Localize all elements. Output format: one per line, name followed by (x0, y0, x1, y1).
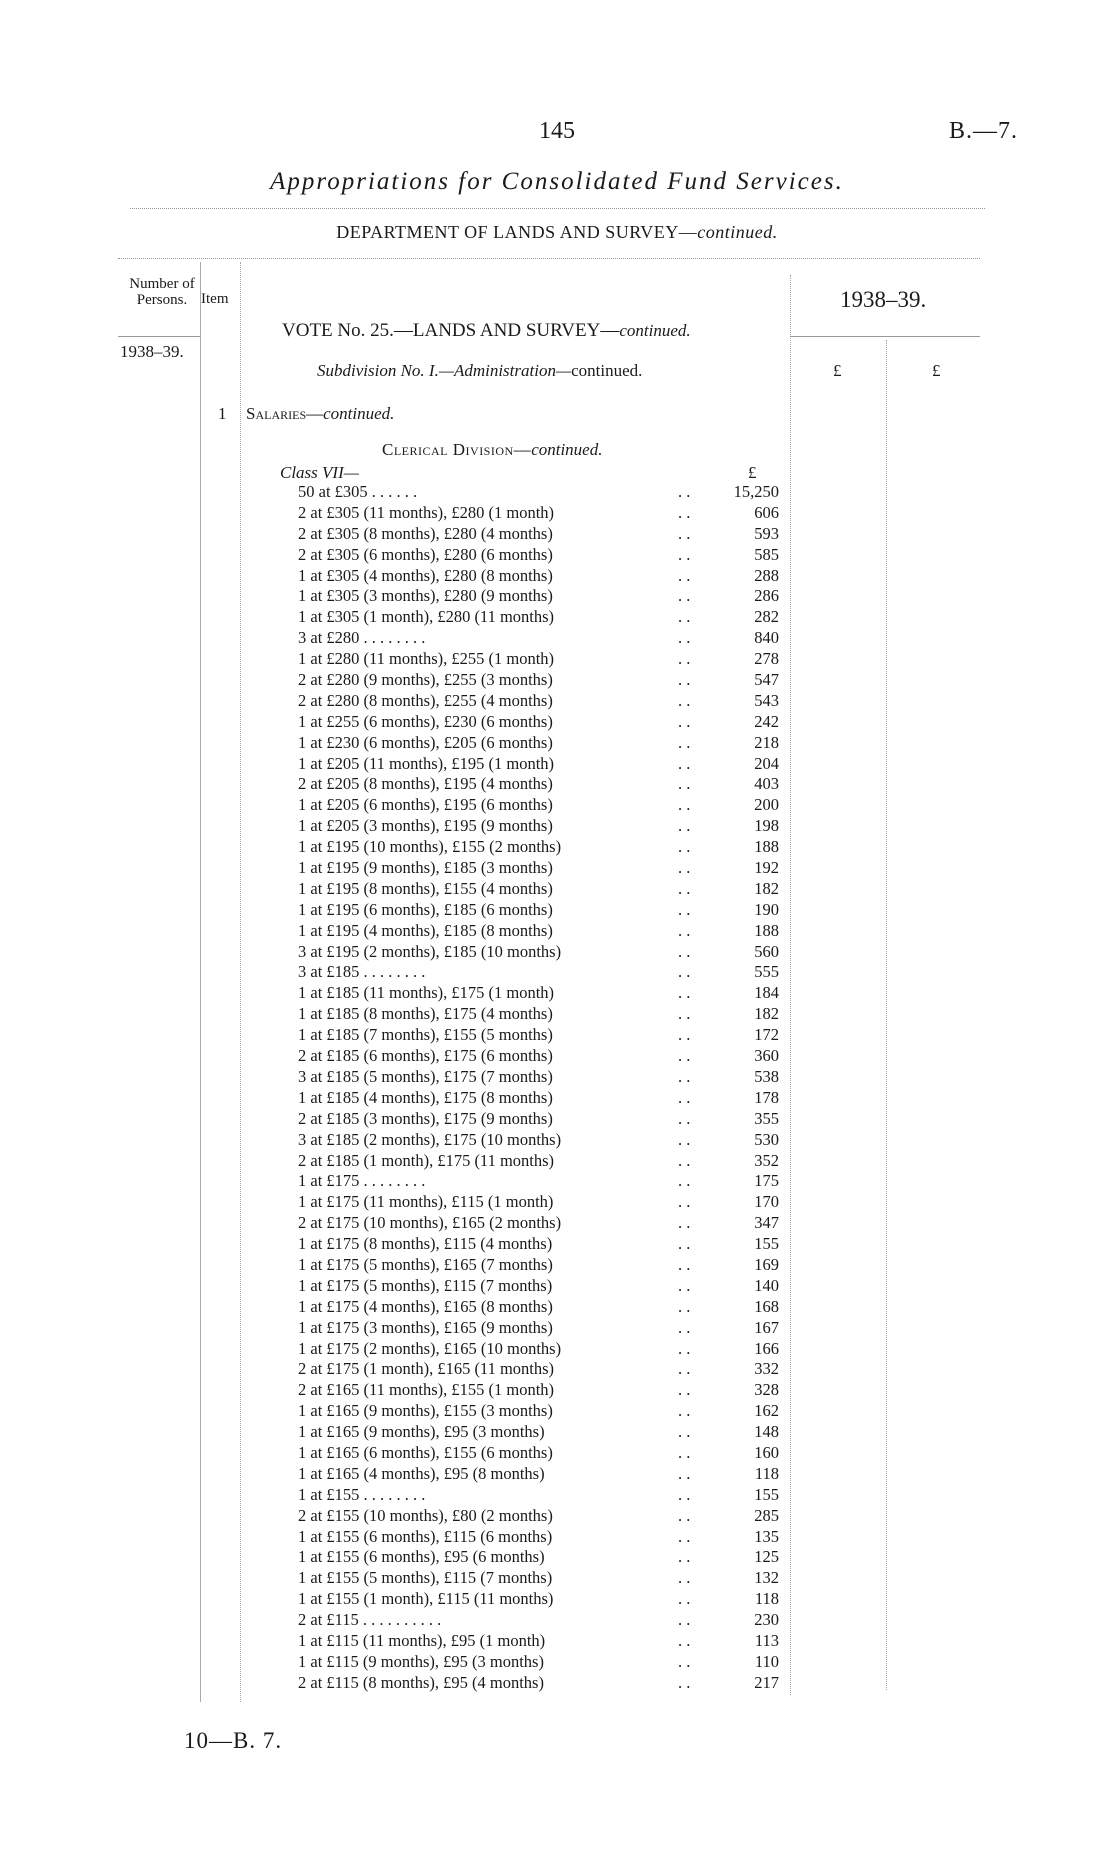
row-leader-dots: . . (678, 1359, 691, 1379)
row-leader-dots: . . (678, 628, 691, 648)
row-leader-dots: . . (678, 1422, 691, 1442)
row-description: 1 at £155 (5 months), £115 (7 months) (298, 1568, 553, 1588)
table-row (0, 1130, 1114, 1151)
table-row (0, 1255, 1114, 1276)
table-row (0, 1568, 1114, 1589)
row-amount: 593 (754, 523, 779, 543)
row-leader-dots: . . (678, 1150, 691, 1170)
row-description: 1 at £205 (6 months), £195 (6 months) (298, 795, 553, 815)
row-leader-dots: . . (678, 816, 691, 836)
row-description: 1 at £165 (6 months), £155 (6 months) (298, 1442, 553, 1462)
table-row (0, 1171, 1114, 1192)
row-amount: 155 (754, 1484, 779, 1504)
row-description: 3 at £185 (5 months), £175 (7 months) (298, 1066, 553, 1086)
row-leader-dots: . . (678, 1296, 691, 1316)
table-row (0, 1631, 1114, 1652)
department-name: DEPARTMENT OF LANDS AND SURVEY— (336, 222, 698, 242)
pound-column-left: £ (833, 361, 842, 380)
row-leader-dots: . . (678, 1672, 691, 1692)
row-amount: 352 (754, 1150, 779, 1170)
table-row (0, 879, 1114, 900)
row-amount: 230 (754, 1610, 779, 1630)
row-amount: 286 (754, 586, 779, 606)
row-leader-dots: . . (678, 1610, 691, 1630)
row-amount: 110 (754, 1651, 779, 1671)
row-description: 50 at £305 . . . . . . (298, 482, 418, 501)
row-amount: 242 (754, 711, 779, 731)
row-description: 1 at £195 (10 months), £155 (2 months) (298, 837, 562, 857)
row-amount: 543 (754, 690, 779, 710)
row-description: 3 at £185 . . . . . . . . (298, 962, 426, 982)
vote-name: VOTE No. 25.—LANDS AND SURVEY— (282, 320, 620, 341)
row-amount: 155 (754, 1234, 779, 1254)
department-title (0, 222, 1114, 243)
row-leader-dots: . . (678, 837, 691, 857)
row-leader-dots: . . (678, 941, 691, 961)
page-number: 145 (539, 118, 575, 144)
row-amount: 172 (754, 1025, 779, 1045)
table-row (0, 628, 1114, 649)
row-description: 1 at £175 (5 months), £115 (7 months) (298, 1275, 553, 1295)
row-amount: 555 (754, 962, 779, 982)
row-description: 1 at £165 (4 months), £95 (8 months) (298, 1463, 545, 1483)
row-description: 2 at £155 (10 months), £80 (2 months) (298, 1505, 553, 1525)
table-row (0, 942, 1114, 963)
subdivision-name: Subdivision No. I.—Administration— (317, 361, 572, 380)
row-amount: 113 (754, 1630, 779, 1650)
row-leader-dots: . . (678, 1568, 691, 1588)
row-amount: 135 (754, 1526, 779, 1546)
row-description: 1 at £305 (1 month), £280 (11 months) (298, 607, 555, 627)
row-amount: 204 (754, 753, 779, 773)
row-amount: 167 (754, 1317, 779, 1337)
table-row (0, 1589, 1114, 1610)
row-leader-dots: . . (678, 670, 691, 690)
row-amount: 168 (754, 1296, 779, 1316)
row-amount: 355 (754, 1108, 779, 1128)
table-row (0, 1527, 1114, 1548)
row-amount: 278 (754, 649, 779, 669)
table-row (0, 1318, 1114, 1339)
table-row (0, 1485, 1114, 1506)
row-description: 2 at £175 (10 months), £165 (2 months) (298, 1213, 562, 1233)
table-row (0, 1380, 1114, 1401)
table-row (0, 1297, 1114, 1318)
table-row (0, 1234, 1114, 1255)
row-leader-dots: . . (678, 1066, 691, 1086)
row-description: 1 at £305 (4 months), £280 (8 months) (298, 565, 553, 585)
row-description: 1 at £175 . . . . . . . . (298, 1171, 426, 1191)
table-row (0, 524, 1114, 545)
row-leader-dots: . . (678, 1463, 691, 1483)
table-row (0, 795, 1114, 816)
row-amount: 166 (754, 1338, 779, 1358)
row-leader-dots: . . (678, 565, 691, 585)
table-row (0, 1673, 1114, 1694)
page-title: Appropriations for Consolidated Fund Services. (270, 168, 844, 195)
year-right: 1938–39. (840, 287, 927, 312)
clerical-continued: continued. (531, 440, 603, 459)
row-amount: 175 (754, 1171, 779, 1191)
row-description: 1 at £185 (8 months), £175 (4 months) (298, 1004, 553, 1024)
row-leader-dots: . . (678, 1651, 691, 1671)
table-row (0, 607, 1114, 628)
row-description: 1 at £175 (11 months), £115 (1 month) (298, 1192, 554, 1212)
salaries-continued: continued. (323, 404, 395, 423)
table-row (0, 1151, 1114, 1172)
row-amount: 169 (754, 1254, 779, 1274)
row-leader-dots: . . (678, 920, 691, 940)
row-leader-dots: . . (678, 1004, 691, 1024)
table-row (0, 1213, 1114, 1234)
table-row (0, 482, 1114, 503)
salaries-label: Salaries— (246, 404, 324, 423)
clerical-label: Clerical Division— (382, 440, 532, 459)
row-description: 2 at £280 (8 months), £255 (4 months) (298, 690, 553, 710)
table-row (0, 1339, 1114, 1360)
row-description: 1 at £195 (8 months), £155 (4 months) (298, 878, 553, 898)
row-description: 1 at £155 (6 months), £115 (6 months) (298, 1526, 553, 1546)
table-row (0, 1422, 1114, 1443)
row-description: 2 at £165 (11 months), £155 (1 month) (298, 1380, 555, 1400)
row-amount: 170 (754, 1192, 779, 1212)
table-row (0, 1443, 1114, 1464)
table-row (0, 1401, 1114, 1422)
row-description: 1 at £305 (3 months), £280 (9 months) (298, 586, 553, 606)
row-description: 1 at £155 (6 months), £95 (6 months) (298, 1547, 545, 1567)
row-amount: 188 (754, 837, 779, 857)
row-leader-dots: . . (678, 753, 691, 773)
item-number: 1 (218, 404, 227, 423)
row-description: 1 at £185 (7 months), £155 (5 months) (298, 1025, 553, 1045)
row-leader-dots: . . (678, 1087, 691, 1107)
salary-rows (0, 482, 1114, 1694)
row-description: 1 at £155 (1 month), £115 (11 months) (298, 1589, 554, 1609)
row-leader-dots: . . (678, 774, 691, 794)
row-description: 1 at £230 (6 months), £205 (6 months) (298, 732, 553, 752)
table-row (0, 962, 1114, 983)
row-description: 2 at £280 (9 months), £255 (3 months) (298, 670, 553, 690)
row-amount: 182 (754, 1004, 779, 1024)
row-description: 3 at £280 . . . . . . . . (298, 628, 426, 648)
table-row (0, 649, 1114, 670)
row-amount: 332 (754, 1359, 779, 1379)
table-row (0, 983, 1114, 1004)
row-leader-dots: . . (678, 899, 691, 919)
table-row (0, 774, 1114, 795)
vote-title (282, 320, 691, 342)
table-row (0, 1109, 1114, 1130)
row-amount: 288 (754, 565, 779, 585)
row-leader-dots: . . (678, 1317, 691, 1337)
row-amount: 285 (754, 1505, 779, 1525)
row-leader-dots: . . (678, 1380, 691, 1400)
row-leader-dots: . . (678, 1129, 691, 1149)
row-leader-dots: . . (678, 1505, 691, 1525)
salaries-heading (246, 404, 394, 424)
row-description: 1 at £115 (11 months), £95 (1 month) (298, 1630, 546, 1650)
row-description: 1 at £175 (2 months), £165 (10 months) (298, 1338, 562, 1358)
row-description: 1 at £175 (5 months), £165 (7 months) (298, 1254, 553, 1274)
row-amount: 125 (754, 1547, 779, 1567)
pound-column-right: £ (932, 361, 941, 380)
row-amount: 218 (754, 732, 779, 752)
table-row (0, 1359, 1114, 1380)
row-description: 1 at £185 (11 months), £175 (1 month) (298, 983, 555, 1003)
department-continued: continued. (697, 222, 778, 242)
table-row (0, 545, 1114, 566)
table-row (0, 1046, 1114, 1067)
row-leader-dots: . . (678, 586, 691, 606)
row-description: 2 at £305 (11 months), £280 (1 month) (298, 502, 555, 522)
header-top-rule (118, 258, 980, 259)
row-description: 1 at £205 (11 months), £195 (1 month) (298, 753, 555, 773)
table-row (0, 1025, 1114, 1046)
page-footer: 10—B. 7. (184, 1728, 283, 1753)
row-leader-dots: . . (678, 482, 691, 501)
table-row (0, 1276, 1114, 1297)
row-amount: 282 (754, 607, 779, 627)
row-description: 1 at £195 (6 months), £185 (6 months) (298, 899, 553, 919)
row-description: 1 at £195 (4 months), £185 (8 months) (298, 920, 553, 940)
row-amount: 606 (754, 502, 779, 522)
row-description: 1 at £280 (11 months), £255 (1 month) (298, 649, 555, 669)
table-row (0, 1506, 1114, 1527)
row-leader-dots: . . (678, 1401, 691, 1421)
clerical-division-heading (382, 440, 602, 460)
row-leader-dots: . . (678, 523, 691, 543)
vote-continued: continued. (619, 321, 691, 340)
row-leader-dots: . . (678, 858, 691, 878)
row-amount: 188 (754, 920, 779, 940)
table-row (0, 1067, 1114, 1088)
row-description: 2 at £205 (8 months), £195 (4 months) (298, 774, 553, 794)
row-description: 1 at £175 (4 months), £165 (8 months) (298, 1296, 553, 1316)
row-amount: 148 (754, 1422, 779, 1442)
table-row (0, 837, 1114, 858)
row-description: 2 at £185 (1 month), £175 (11 months) (298, 1150, 555, 1170)
row-amount: 162 (754, 1401, 779, 1421)
document-reference: B.—7. (948, 118, 1018, 144)
row-description: 2 at £175 (1 month), £165 (11 months) (298, 1359, 555, 1379)
row-amount: 547 (754, 670, 779, 690)
table-row (0, 733, 1114, 754)
row-leader-dots: . . (678, 690, 691, 710)
table-row (0, 586, 1114, 607)
row-description: 1 at £195 (9 months), £185 (3 months) (298, 858, 553, 878)
row-leader-dots: . . (678, 711, 691, 731)
amount-unit: £ (748, 463, 757, 482)
table-row (0, 1652, 1114, 1673)
row-leader-dots: . . (678, 1213, 691, 1233)
row-amount: 118 (754, 1589, 779, 1609)
row-description: 2 at £185 (6 months), £175 (6 months) (298, 1046, 553, 1066)
table-row (0, 921, 1114, 942)
row-leader-dots: . . (678, 1442, 691, 1462)
row-amount: 132 (754, 1568, 779, 1588)
row-leader-dots: . . (678, 795, 691, 815)
row-amount: 403 (754, 774, 779, 794)
row-amount: 560 (754, 941, 779, 961)
row-leader-dots: . . (678, 1254, 691, 1274)
table-row (0, 900, 1114, 921)
row-amount: 840 (754, 628, 779, 648)
subdivision-continued: continued. (571, 361, 643, 380)
row-leader-dots: . . (678, 1589, 691, 1609)
row-amount: 140 (754, 1275, 779, 1295)
table-row (0, 1464, 1114, 1485)
row-leader-dots: . . (678, 732, 691, 752)
row-amount: 118 (754, 1463, 779, 1483)
row-leader-dots: . . (678, 649, 691, 669)
row-leader-dots: . . (678, 1046, 691, 1066)
table-row (0, 858, 1114, 879)
title-divider (130, 208, 985, 209)
row-description: 1 at £175 (8 months), £115 (4 months) (298, 1234, 553, 1254)
row-amount: 347 (754, 1213, 779, 1233)
row-amount: 182 (754, 878, 779, 898)
row-leader-dots: . . (678, 1108, 691, 1128)
row-leader-dots: . . (678, 544, 691, 564)
row-amount: 217 (754, 1672, 779, 1692)
row-leader-dots: . . (678, 1484, 691, 1504)
row-leader-dots: . . (678, 983, 691, 1003)
table-row (0, 566, 1114, 587)
row-leader-dots: . . (678, 962, 691, 982)
item-header: Item (201, 291, 229, 307)
row-description: 2 at £115 . . . . . . . . . . (298, 1610, 442, 1630)
table-row (0, 691, 1114, 712)
row-amount: 200 (754, 795, 779, 815)
row-description: 1 at £165 (9 months), £95 (3 months) (298, 1422, 545, 1442)
row-amount: 178 (754, 1087, 779, 1107)
row-amount: 160 (754, 1442, 779, 1462)
row-amount: 15,250 (733, 482, 779, 501)
table-row (0, 1088, 1114, 1109)
row-description: 1 at £205 (3 months), £195 (9 months) (298, 816, 553, 836)
row-description: 2 at £185 (3 months), £175 (9 months) (298, 1108, 553, 1128)
row-description: 2 at £305 (6 months), £280 (6 months) (298, 544, 553, 564)
row-amount: 198 (754, 816, 779, 836)
class-label: Class VII— (280, 463, 359, 482)
row-amount: 530 (754, 1129, 779, 1149)
table-row (0, 754, 1114, 775)
row-leader-dots: . . (678, 1025, 691, 1045)
table-row (0, 816, 1114, 837)
row-amount: 585 (754, 544, 779, 564)
row-leader-dots: . . (678, 607, 691, 627)
table-row (0, 503, 1114, 524)
row-amount: 360 (754, 1046, 779, 1066)
row-leader-dots: . . (678, 1192, 691, 1212)
row-leader-dots: . . (678, 1547, 691, 1567)
year-left: 1938–39. (120, 342, 184, 361)
row-leader-dots: . . (678, 1171, 691, 1191)
row-leader-dots: . . (678, 1338, 691, 1358)
row-amount: 328 (754, 1380, 779, 1400)
row-leader-dots: . . (678, 1234, 691, 1254)
row-amount: 538 (754, 1066, 779, 1086)
table-row (0, 1004, 1114, 1025)
row-leader-dots: . . (678, 502, 691, 522)
table-row (0, 712, 1114, 733)
row-leader-dots: . . (678, 878, 691, 898)
row-leader-dots: . . (678, 1526, 691, 1546)
row-leader-dots: . . (678, 1630, 691, 1650)
table-row (0, 1547, 1114, 1568)
row-description: 1 at £165 (9 months), £155 (3 months) (298, 1401, 553, 1421)
row-description: 1 at £255 (6 months), £230 (6 months) (298, 711, 553, 731)
row-description: 1 at £115 (9 months), £95 (3 months) (298, 1651, 544, 1671)
row-description: 2 at £115 (8 months), £95 (4 months) (298, 1672, 544, 1692)
row-description: 1 at £175 (3 months), £165 (9 months) (298, 1317, 553, 1337)
row-amount: 184 (754, 983, 779, 1003)
number-of-persons-header: Number of Persons. (129, 276, 195, 308)
table-row (0, 1192, 1114, 1213)
year-header-rule (790, 336, 980, 337)
row-description: 3 at £195 (2 months), £185 (10 months) (298, 941, 562, 961)
persons-header-rule (118, 336, 200, 337)
row-description: 3 at £185 (2 months), £175 (10 months) (298, 1129, 562, 1149)
row-description: 2 at £305 (8 months), £280 (4 months) (298, 523, 553, 543)
row-amount: 190 (754, 899, 779, 919)
row-amount: 192 (754, 858, 779, 878)
row-description: 1 at £185 (4 months), £175 (8 months) (298, 1087, 553, 1107)
row-description: 1 at £155 . . . . . . . . (298, 1484, 426, 1504)
table-row (0, 670, 1114, 691)
table-row (0, 1610, 1114, 1631)
row-leader-dots: . . (678, 1275, 691, 1295)
subdivision-title (317, 361, 642, 381)
